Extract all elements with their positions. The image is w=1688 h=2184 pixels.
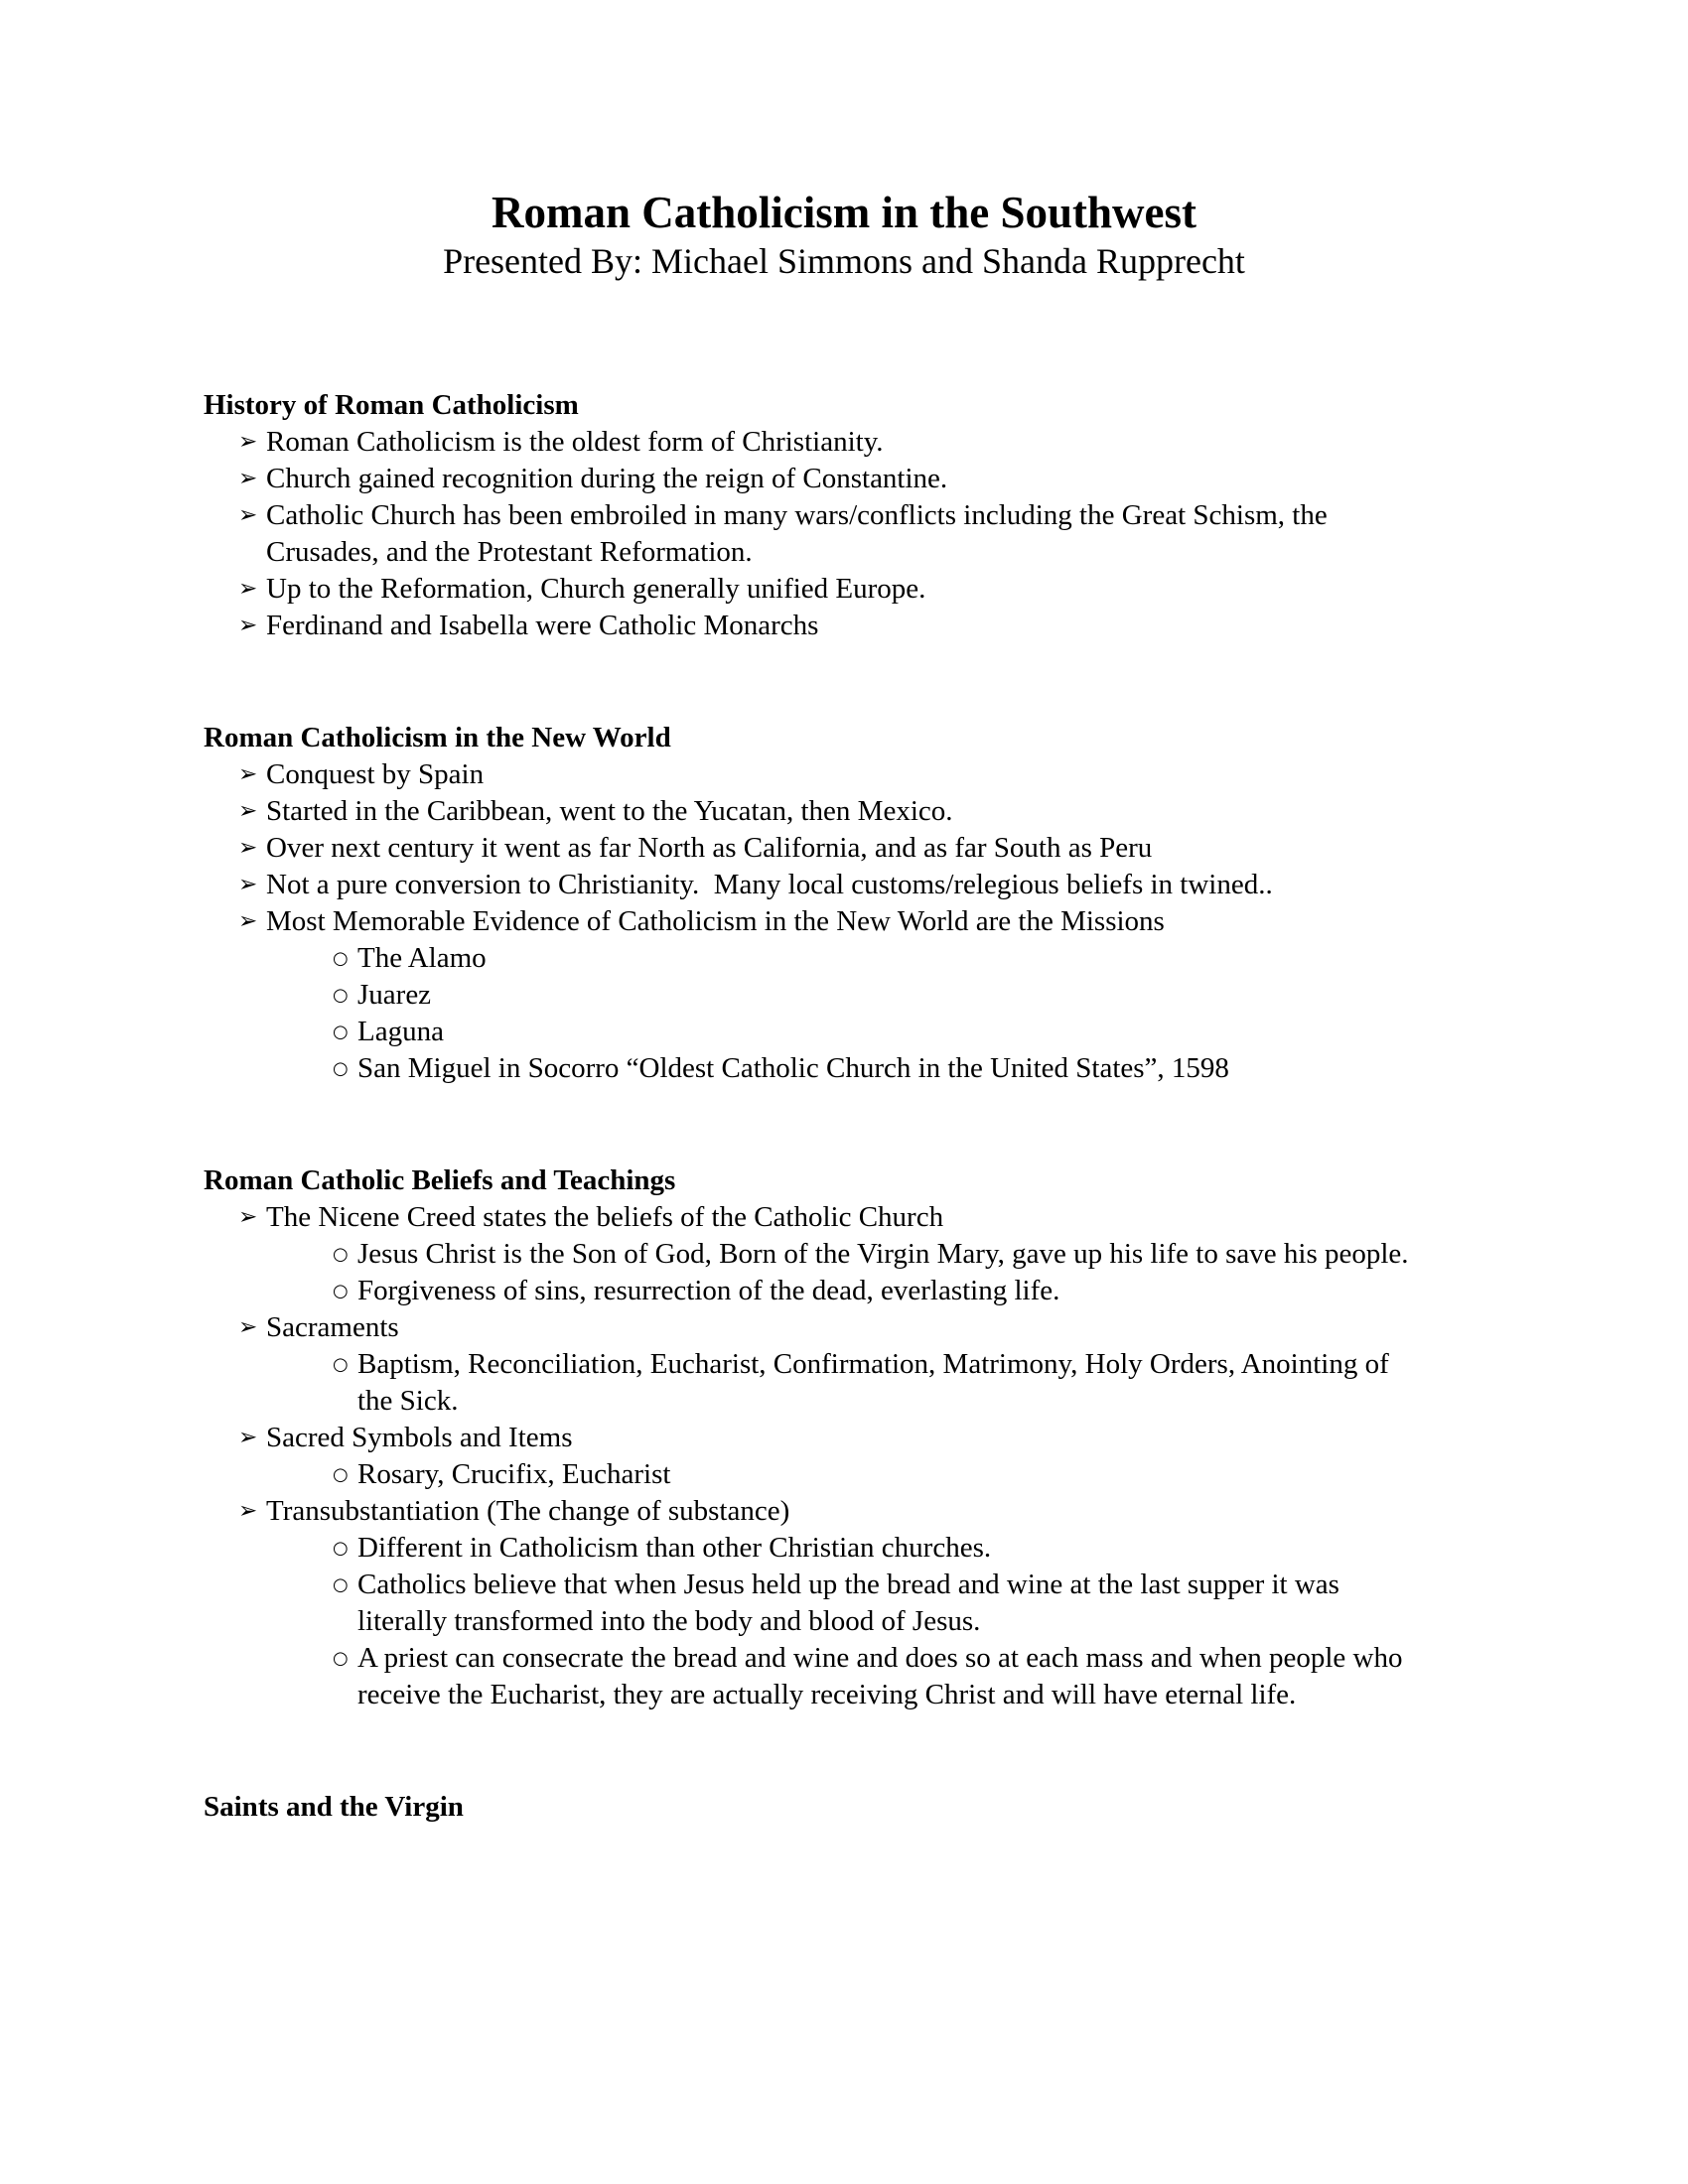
sub-list-item-text: Juarez [357, 979, 432, 1011]
sub-list-item-text: San Miguel in Socorro “Oldest Catholic Church in the United States”, 1598 [357, 1052, 1229, 1084]
section [204, 1789, 1489, 1826]
list-item [204, 793, 1489, 830]
sub-list-item [204, 977, 1489, 1014]
arrow-bullet-icon: ➢ [238, 466, 258, 491]
list-item [204, 830, 1489, 867]
list-item-text: Conquest by Spain [266, 758, 485, 790]
sub-list-item-text: Laguna [357, 1016, 444, 1047]
sub-list-item [204, 1456, 1489, 1493]
list-item-text: Over next century it went as far North as California, and as far South as Peru [266, 832, 1153, 864]
list-item [204, 867, 1489, 903]
circle-bullet-icon: ○ [333, 1281, 349, 1301]
list-item-text: The Nicene Creed states the beliefs of the Catholic Church [266, 1201, 944, 1233]
list-item-text: Church gained recognition during the reign of Constantine. [266, 463, 948, 494]
section [204, 387, 1489, 644]
sub-list-item [204, 1050, 1489, 1087]
sub-list-item [204, 1640, 1489, 1713]
list-item [204, 756, 1489, 793]
arrow-bullet-icon: ➢ [238, 1425, 258, 1450]
sub-list-item-text: Baptism, Reconciliation, Eucharist, Confirmation, Matrimony, Holy Orders, Anointing of the Sick. [357, 1348, 1396, 1417]
list-item [204, 497, 1489, 571]
section [204, 1162, 1489, 1713]
circle-bullet-icon: ○ [333, 1538, 349, 1559]
circle-bullet-icon: ○ [333, 1022, 349, 1042]
sub-list-item [204, 1346, 1489, 1420]
section-heading: Roman Catholic Beliefs and Teachings [204, 1164, 676, 1196]
section-heading: Roman Catholicism in the New World [204, 722, 671, 753]
list-item [204, 1493, 1489, 1530]
sub-list-item [204, 1014, 1489, 1050]
list-item-text: Most Memorable Evidence of Catholicism in the New World are the Missions [266, 905, 1165, 937]
list-item-text: Catholic Church has been embroiled in many wars/conflicts including the Great Schism, the Crusades, and the Protestant Reformation. [266, 499, 1335, 568]
sub-list-item-text: Rosary, Crucifix, Eucharist [357, 1458, 671, 1490]
list-item [204, 1309, 1489, 1346]
list-item [204, 424, 1489, 461]
sub-list-item-text: Jesus Christ is the Son of God, Born of the Virgin Mary, gave up his life to save his people. [357, 1238, 1409, 1270]
arrow-bullet-icon: ➢ [238, 835, 258, 861]
sub-list-item [204, 1236, 1489, 1273]
sub-list-item-text: Catholics believe that when Jesus held up the bread and wine at the last supper it was literally transformed into the body and blood of Jesus. [357, 1569, 1347, 1637]
sub-list-item [204, 1530, 1489, 1567]
sub-list-item [204, 1273, 1489, 1309]
list-item [204, 608, 1489, 644]
circle-bullet-icon: ○ [333, 1354, 349, 1375]
arrow-bullet-icon: ➢ [238, 576, 258, 602]
document-subtitle: Presented By: Michael Simmons and Shanda Rupprecht [443, 241, 1245, 281]
circle-bullet-icon: ○ [333, 985, 349, 1006]
section-heading: History of Roman Catholicism [204, 389, 579, 421]
arrow-bullet-icon: ➢ [238, 872, 258, 897]
list-item-text: Not a pure conversion to Christianity. Many local customs/relegious beliefs in twined.. [266, 869, 1273, 900]
sub-list-item-text: Forgiveness of sins, resurrection of the dead, everlasting life. [357, 1275, 1060, 1306]
list-item-text: Ferdinand and Isabella were Catholic Monarchs [266, 610, 819, 641]
list-item [204, 1199, 1489, 1236]
section-heading: Saints and the Virgin [204, 1791, 464, 1823]
list-item-text: Sacred Symbols and Items [266, 1422, 573, 1453]
circle-bullet-icon: ○ [333, 1574, 349, 1595]
arrow-bullet-icon: ➢ [238, 908, 258, 934]
circle-bullet-icon: ○ [333, 1464, 349, 1485]
circle-bullet-icon: ○ [333, 1648, 349, 1669]
sub-list-item [204, 1567, 1489, 1640]
sub-list-item-text: Different in Catholicism than other Christian churches. [357, 1532, 992, 1564]
list-item-text: Sacraments [266, 1311, 399, 1343]
list-item [204, 461, 1489, 497]
list-item-text: Roman Catholicism is the oldest form of Christianity. [266, 426, 884, 458]
arrow-bullet-icon: ➢ [238, 1498, 258, 1524]
arrow-bullet-icon: ➢ [238, 502, 258, 528]
arrow-bullet-icon: ➢ [238, 1314, 258, 1340]
list-item [204, 571, 1489, 608]
list-item-text: Transubstantiation (The change of substance) [266, 1495, 790, 1527]
sections [204, 387, 1489, 1826]
list-item-text: Started in the Caribbean, went to the Yucatan, then Mexico. [266, 795, 953, 827]
circle-bullet-icon: ○ [333, 948, 349, 969]
arrow-bullet-icon: ➢ [238, 429, 258, 455]
circle-bullet-icon: ○ [333, 1244, 349, 1265]
section [204, 720, 1489, 1087]
document-title: Roman Catholicism in the Southwest [491, 188, 1197, 237]
sub-list-item-text: A priest can consecrate the bread and wine and does so at each mass and when people who receive the Eucharist, they are actually receiving Christ and will have eternal life. [357, 1642, 1410, 1710]
list-item [204, 903, 1489, 940]
arrow-bullet-icon: ➢ [238, 761, 258, 787]
arrow-bullet-icon: ➢ [238, 1204, 258, 1230]
list-item-text: Up to the Reformation, Church generally unified Europe. [266, 573, 926, 605]
arrow-bullet-icon: ➢ [238, 798, 258, 824]
circle-bullet-icon: ○ [333, 1058, 349, 1079]
arrow-bullet-icon: ➢ [238, 613, 258, 638]
list-item [204, 1420, 1489, 1456]
sub-list-item-text: The Alamo [357, 942, 487, 974]
sub-list-item [204, 940, 1489, 977]
